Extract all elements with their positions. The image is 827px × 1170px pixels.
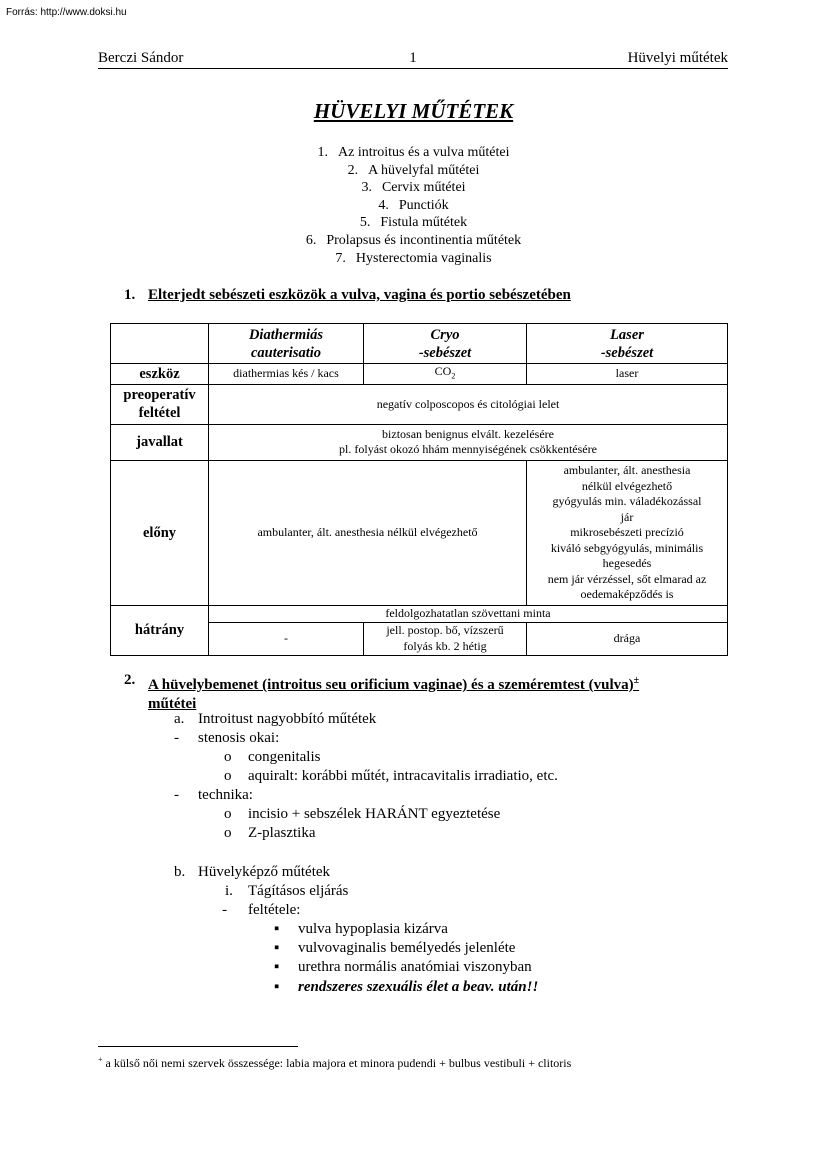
table-cell: ambulanter, ált. anesthesia nélkül elvégezhető (209, 460, 527, 605)
header-author: Berczi Sándor (98, 50, 184, 66)
toc-num: 3. (361, 180, 372, 196)
toc-item (0, 232, 827, 250)
toc-num: 1. (317, 145, 329, 160)
table-cell: - (209, 622, 364, 655)
table-cell: drága (527, 622, 728, 655)
toc-item (0, 214, 827, 232)
table-row-javallat (111, 424, 728, 460)
col-header-laser: Laser -sebészet (527, 324, 728, 364)
list-item: ▪ urethra normális anatómiai viszonyban (274, 959, 532, 975)
list-item: o aquiralt: korábbi műtét, intracavitalis irradiatio, etc. (224, 768, 558, 784)
table-header-row (111, 324, 728, 364)
list-item: - stenosis okai: (174, 730, 280, 746)
row-label: eszköz (111, 364, 209, 385)
list-item: i. Tágításos eljárás (225, 883, 349, 899)
list-item: b. Hüvelyképző műtétek (174, 864, 331, 880)
table-row-elony (111, 460, 728, 605)
table-of-contents (0, 144, 827, 267)
toc-num: 7. (335, 250, 346, 266)
table-cell: negatív colposcopos és citológiai lelet (209, 384, 728, 424)
section-title: A hüvelybemenet (introitus seu orificium vaginae) és a szeméremtest (vulva) (148, 677, 634, 693)
list-item: ▪ vulvovaginalis bemélyedés jelenléte (274, 940, 516, 956)
table-cell: diathermias kés / kacs (209, 364, 364, 385)
list-item: - feltétele: (222, 902, 301, 918)
footnote-rule (98, 1046, 298, 1047)
toc-num: 2. (347, 162, 359, 178)
section-2-heading (124, 671, 724, 714)
list-item: o congenitalis (224, 749, 321, 765)
toc-num: 4. (378, 197, 389, 213)
toc-item (0, 162, 827, 180)
toc-text: Az introitus és a vulva műtétei (338, 145, 510, 160)
table-cell: biztosan benignus elvált. kezelésére pl. folyást okozó hhám mennyiségének csökkentésére (209, 424, 728, 460)
table-corner-cell (111, 324, 209, 364)
toc-item (0, 179, 827, 197)
toc-num: 6. (305, 232, 317, 248)
toc-text: Prolapsus és incontinentia műtétek (326, 232, 522, 248)
list-item: o incisio + sebszélek HARÁNT egyeztetése (224, 806, 501, 822)
section-title: Elterjedt sebészeti eszközök a vulva, vagina és portio sebészetében (148, 287, 571, 303)
table-row-eszkoz (111, 364, 728, 385)
toc-text: Hysterectomia vaginalis (355, 250, 492, 266)
running-header (98, 50, 728, 69)
toc-num: 5. (359, 215, 371, 231)
table-cell: jell. postop. bő, vízszerű folyás kb. 2 hétig (364, 622, 527, 655)
comparison-table (110, 323, 728, 656)
section-number: 1. (124, 287, 136, 303)
footnote-text: a külső női nemi szervek összessége: labia majora et minora pudendi + bulbus vestibuli + clitoris (102, 1056, 572, 1070)
table-row-preoperativ (111, 384, 728, 424)
section-number: 2. (124, 672, 136, 688)
col-header-diathermia: Diathermiás cauterisatio (209, 324, 364, 364)
list-item: ▪ vulva hypoplasia kizárva (274, 921, 448, 937)
section-title-cont: műtétei (148, 696, 197, 712)
header-page-number: 1 (409, 50, 417, 66)
table-cell: laser (527, 364, 728, 385)
toc-item (0, 250, 827, 268)
source-url: Forrás: http://www.doksi.hu (6, 7, 127, 18)
toc-text: Fistula műtétek (380, 215, 468, 231)
row-label: preoperatív feltétel (111, 384, 209, 424)
table-cell: feldolgozhatatlan szövettani minta (209, 605, 728, 622)
toc-text: Cervix műtétei (381, 180, 466, 196)
footnote (98, 1055, 571, 1071)
row-label: előny (111, 460, 209, 605)
section-1-heading (124, 287, 571, 304)
toc-item (0, 197, 827, 215)
header-topic: Hüvelyi műtétek (627, 50, 728, 66)
list-item: ▪ rendszeres szexuális élet a beav. után!! (274, 979, 539, 995)
row-label: hátrány (111, 605, 209, 655)
toc-item (0, 144, 827, 162)
page-title: HÜVELYI MŰTÉTEK (313, 99, 514, 123)
col-header-cryo: Cryo -sebészet (364, 324, 527, 364)
list-item: a. Introitust nagyobbító műtétek (174, 711, 377, 727)
table-row-hatrany (111, 605, 728, 622)
footnote-mark: + (98, 1055, 103, 1064)
list-item: - technika: (174, 787, 253, 803)
toc-text: Punctiók (398, 197, 449, 213)
table-cell-laser-benefits: ambulanter, ált. anesthesia nélkül elvégezhető gyógyulás min. váladékozással jár mikrosebészeti precízió kiváló sebgyógyulás, minimális hegesedés nem jár vérzéssel, sőt elmarad az oedemaképződés is (527, 460, 728, 605)
list-item: o Z-plasztika (224, 825, 316, 841)
footnote-ref: ± (633, 675, 640, 686)
row-label: javallat (111, 424, 209, 460)
table-cell: $CO_2$ (364, 364, 527, 385)
toc-text: A hüvelyfal műtétei (368, 162, 480, 178)
